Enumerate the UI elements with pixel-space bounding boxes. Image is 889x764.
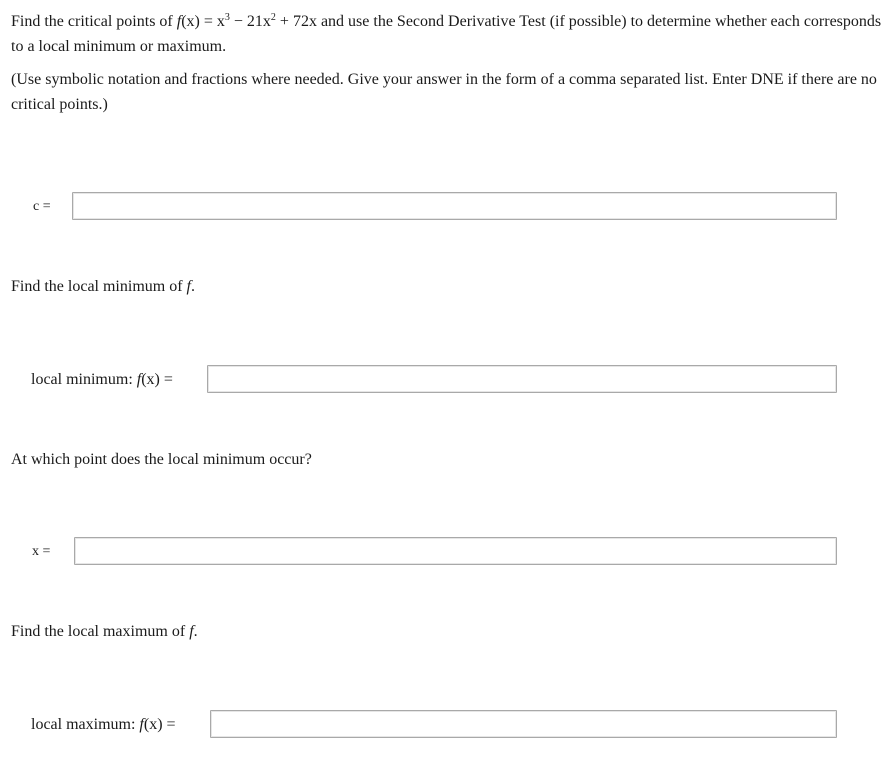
exponent-3: 3 bbox=[224, 12, 230, 23]
local-min-row bbox=[0, 365, 889, 395]
instructions-text: (Use symbolic notation and fractions where needed. Give your answer in the form of a comma separated list. Enter DNE if there are no critical points.) bbox=[11, 71, 877, 113]
critical-points-label: c = bbox=[33, 199, 51, 214]
exponent-2: 2 bbox=[270, 12, 276, 23]
plus-term: + 72x bbox=[275, 13, 317, 30]
local-max-label bbox=[31, 715, 176, 735]
question-text bbox=[11, 9, 883, 59]
function-name: f bbox=[176, 13, 182, 30]
local-min-prompt bbox=[11, 277, 195, 297]
local-min-label-tail: (x) = bbox=[141, 371, 173, 388]
local-min-prompt-var: f bbox=[186, 278, 191, 295]
question-tail: and use the Second Derivative Test (if possible) to determine whether each corresponds to a local minimum or maximum. bbox=[11, 13, 882, 55]
local-max-prompt bbox=[11, 622, 198, 642]
min-location-row bbox=[0, 537, 889, 567]
local-max-row bbox=[0, 710, 889, 740]
local-max-prompt-end: . bbox=[193, 623, 198, 640]
minus-term: − 21x bbox=[229, 13, 271, 30]
local-min-input[interactable] bbox=[207, 365, 837, 393]
local-max-label-text: local maximum: bbox=[31, 716, 140, 733]
local-max-label-func: f bbox=[139, 716, 144, 733]
min-location-input[interactable] bbox=[74, 537, 837, 565]
local-min-prompt-end: . bbox=[191, 278, 195, 295]
function-arg: (x) = x bbox=[181, 13, 225, 30]
local-min-label-text: local minimum: bbox=[31, 371, 137, 388]
local-max-prompt-var: f bbox=[189, 623, 194, 640]
min-location-label: x = bbox=[32, 544, 51, 559]
critical-points-row bbox=[0, 192, 889, 222]
min-location-prompt: At which point does the local minimum occur? bbox=[11, 451, 312, 468]
local-min-prompt-text: Find the local minimum of bbox=[11, 278, 183, 295]
local-max-input[interactable] bbox=[210, 710, 837, 738]
critical-points-input[interactable] bbox=[72, 192, 837, 220]
question-intro: Find the critical points of bbox=[11, 13, 173, 30]
local-max-label-tail: (x) = bbox=[143, 716, 176, 733]
local-min-label bbox=[31, 370, 173, 390]
local-max-prompt-text: Find the local maximum of bbox=[11, 623, 186, 640]
local-min-label-func: f bbox=[136, 371, 142, 388]
